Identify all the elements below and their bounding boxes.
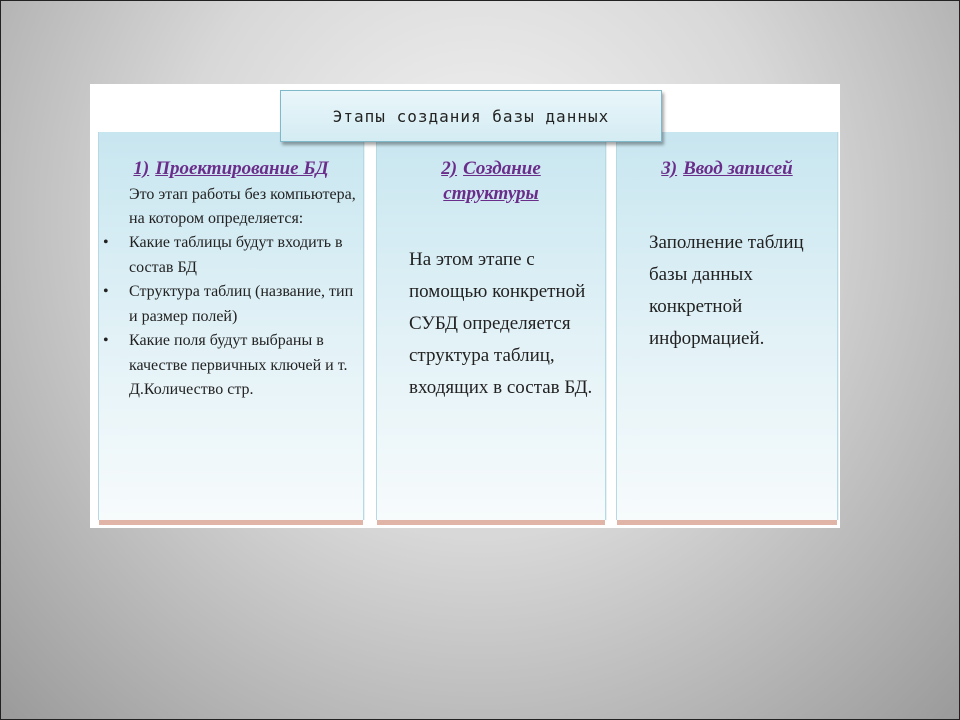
stage-3-number: 3): [661, 158, 678, 179]
list-item: [99, 329, 363, 403]
stage-1-list: [99, 231, 363, 403]
list-item: [99, 280, 363, 329]
stage-1-heading: [99, 156, 363, 181]
list-item: [99, 231, 363, 280]
stage-2-title: Создание структуры: [443, 158, 541, 204]
diagram-title: Этапы создания базы данных: [280, 90, 662, 142]
stage-column-2: [376, 132, 606, 520]
stage-1-title: Проектирование БД: [155, 158, 329, 179]
bullet-icon: •: [103, 332, 109, 349]
stage-2-number: 2): [441, 158, 458, 179]
stage-column-3: [616, 132, 838, 520]
stage-3-title: Ввод записей: [683, 158, 793, 179]
list-item-text: Какие поля будут выбраны в качестве первичных ключей и т. Д.Количество стр.: [129, 332, 348, 398]
list-item-text: Какие таблицы будут входить в состав БД: [129, 234, 343, 276]
stage-1-intro: Это этап работы без компьютера, на котором определяется:: [129, 186, 356, 227]
bullet-icon: •: [103, 234, 109, 251]
stage-2-body: На этом этапе с помощью конкретной СУБД определяется структура таблиц, входящих в состав БД.: [409, 249, 593, 398]
diagram-panel: [90, 84, 840, 528]
list-item-text: Структура таблиц (название, тип и размер полей): [129, 283, 354, 325]
stage-1-number: 1): [133, 158, 150, 179]
stage-2-heading: [377, 156, 605, 206]
stage-column-1: [98, 132, 364, 520]
bullet-icon: •: [103, 283, 109, 300]
stage-3-body: Заполнение таблиц базы данных конкретной информацией.: [649, 232, 804, 349]
stage-3-heading: [617, 156, 837, 181]
